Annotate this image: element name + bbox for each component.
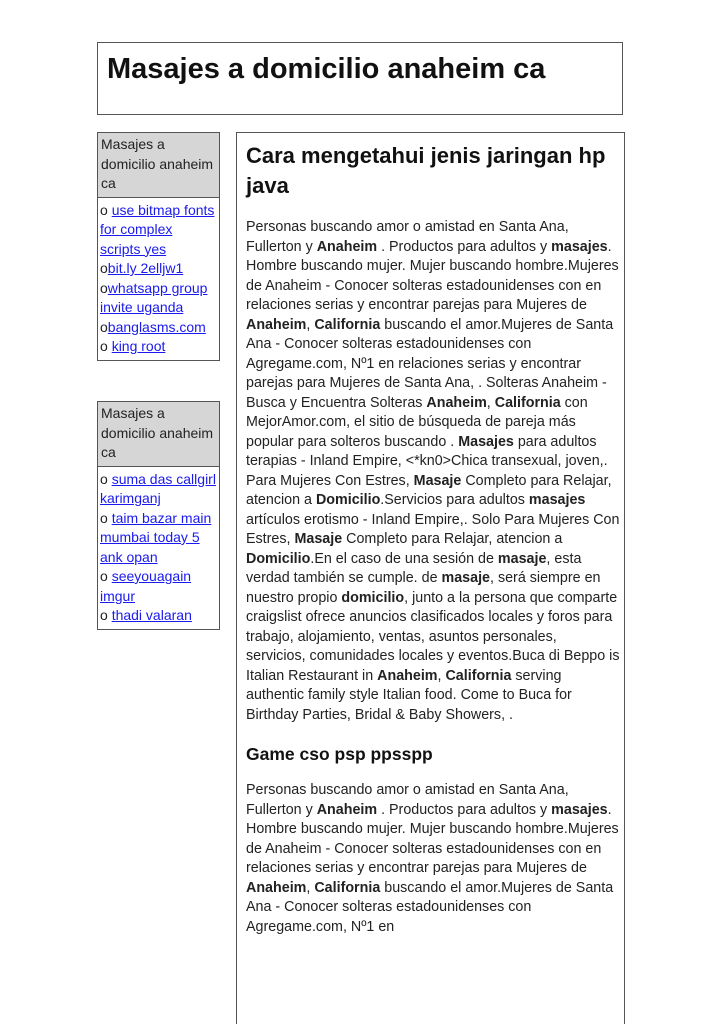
keyword-bold: masajes — [551, 801, 608, 818]
sidebar-link[interactable]: use bitmap fonts for complex scripts yes — [100, 201, 215, 257]
keyword-bold: California — [494, 394, 561, 411]
list-item — [100, 470, 216, 509]
sidebar-link[interactable]: thadi valaran — [111, 607, 192, 623]
page-header — [97, 42, 623, 115]
keyword-bold: domicilio — [341, 589, 405, 606]
article — [246, 141, 620, 937]
article-paragraph: Personas buscando amor o amistad en Santa Ana, Fullerton y Anaheim . Productos para adultos y masajes. Hombre buscando mujer. Mujer buscando hombre.Mujeres de Anaheim - Conocer solteras estadounidenses con en relaciones serias y encontrar parejas para Mujeres de Anaheim, California buscando el amor.Mujeres de Santa Ana - Conocer solteras estadounidenses con Agregame.com, Nº1 en — [246, 782, 619, 935]
sidebar-link[interactable]: bit.ly 2elljw1 — [107, 260, 184, 276]
bullet: o — [100, 509, 108, 526]
bullet: o — [100, 260, 108, 276]
sidebar-box-title: Masajes a domicilio anaheim ca — [98, 402, 219, 467]
bullet: o — [100, 338, 108, 354]
list-item — [100, 509, 216, 568]
keyword-bold: Masaje — [413, 472, 462, 489]
keyword-bold: Masaje — [294, 531, 343, 547]
list-item — [100, 259, 216, 279]
keyword-bold: California — [314, 879, 381, 896]
bullet: o — [100, 568, 108, 584]
sidebar-link[interactable]: whatsapp group invite uganda — [100, 279, 208, 315]
keyword-bold: masaje — [441, 570, 491, 586]
keyword-bold: California — [314, 316, 381, 333]
list-item — [100, 279, 216, 318]
sidebar-link[interactable]: banglasms.com — [107, 318, 206, 335]
bullet: o — [100, 470, 108, 487]
keyword-bold: Anaheim — [316, 238, 378, 255]
sidebar-link-list — [98, 198, 219, 360]
bullet: o — [100, 279, 108, 296]
keyword-bold: masajes — [528, 492, 586, 508]
sidebar-box-2 — [97, 401, 220, 630]
sidebar-link[interactable]: taim bazar main mumbai today 5 ank opan — [100, 509, 212, 565]
keyword-bold: Anaheim — [246, 316, 307, 333]
list-item — [100, 606, 216, 626]
keyword-bold: Domicilio — [315, 492, 381, 508]
keyword-bold: Masajes — [458, 433, 514, 450]
bullet: o — [100, 201, 108, 218]
sidebar-box-1 — [97, 132, 220, 361]
sidebar-link-list — [98, 467, 219, 629]
keyword-bold: Anaheim — [426, 394, 487, 411]
keyword-bold: California — [445, 667, 512, 684]
list-item — [100, 318, 216, 338]
article-paragraph: Personas buscando amor o amistad en Santa Ana, Fullerton y Anaheim . Productos para adultos y masajes. Hombre buscando mujer. Mujer buscando hombre.Mujeres de Anaheim - Conocer solteras estadounidenses con en relaciones serias y encontrar parejas para Mujeres de Anaheim, California buscando el amor.Mujeres de Santa Ana - Conocer solteras estadounidenses con Agregame.com, Nº1 en relaciones serias y encontrar parejas para Mujeres de Santa Ana, . Solteras Anaheim - Busca y Encuentra Solteras Anaheim, California con MejorAmor.com, el sitio de búsqueda de pareja más popular para solteros buscando . Masajes para adultos terapias - Inland Empire, <*kn0>Chica transexual, joven,. Para Mujeres Con Estres, Masaje Completo para Relajar, atencion a Domicilio.Servicios para adultos masajes artículos erotismo - Inland Empire,. Solo Para Mujeres Con Estres, Masaje Completo para Relajar, atencion a Domicilio.En el caso de una sesión de masaje, esta verdad también se cumple. de masaje, será siempre en nuestro propio domicilio, junto a la persona que comparte craigslist ofrece anuncios clasificados locales y foros para trabajo, alojamiento, ventas, asuntos personales, servicios, comunidades locales y eventos.Buca di Beppo is Italian Restaurant in Anaheim, California serving authentic family style Italian food. Come to Buca for Birthday Parties, Bridal & Baby Showers, . — [246, 219, 620, 723]
sidebar-box-title: Masajes a domicilio anaheim ca — [98, 133, 219, 198]
keyword-bold: Anaheim — [246, 879, 307, 896]
list-item — [100, 567, 216, 606]
sidebar-link[interactable]: king root — [111, 338, 166, 354]
sidebar-link[interactable]: seeyouagain imgur — [100, 568, 192, 604]
main-content — [236, 132, 625, 1024]
sidebar-link[interactable]: suma das callgirl karimganj — [100, 470, 216, 506]
bullet: o — [100, 607, 108, 623]
keyword-bold: Domicilio — [246, 550, 311, 567]
article-heading: Cara mengetahui jenis jaringan hp java — [246, 143, 606, 198]
list-item — [100, 201, 216, 260]
article-subheading: Game cso psp ppsspp — [246, 744, 433, 764]
list-item — [100, 337, 216, 357]
keyword-bold: masaje — [497, 550, 547, 567]
page-title: Masajes a domicilio anaheim ca — [107, 53, 546, 85]
bullet: o — [100, 318, 108, 335]
keyword-bold: Anaheim — [377, 667, 438, 684]
keyword-bold: masajes — [551, 238, 608, 255]
keyword-bold: Anaheim — [316, 801, 378, 818]
